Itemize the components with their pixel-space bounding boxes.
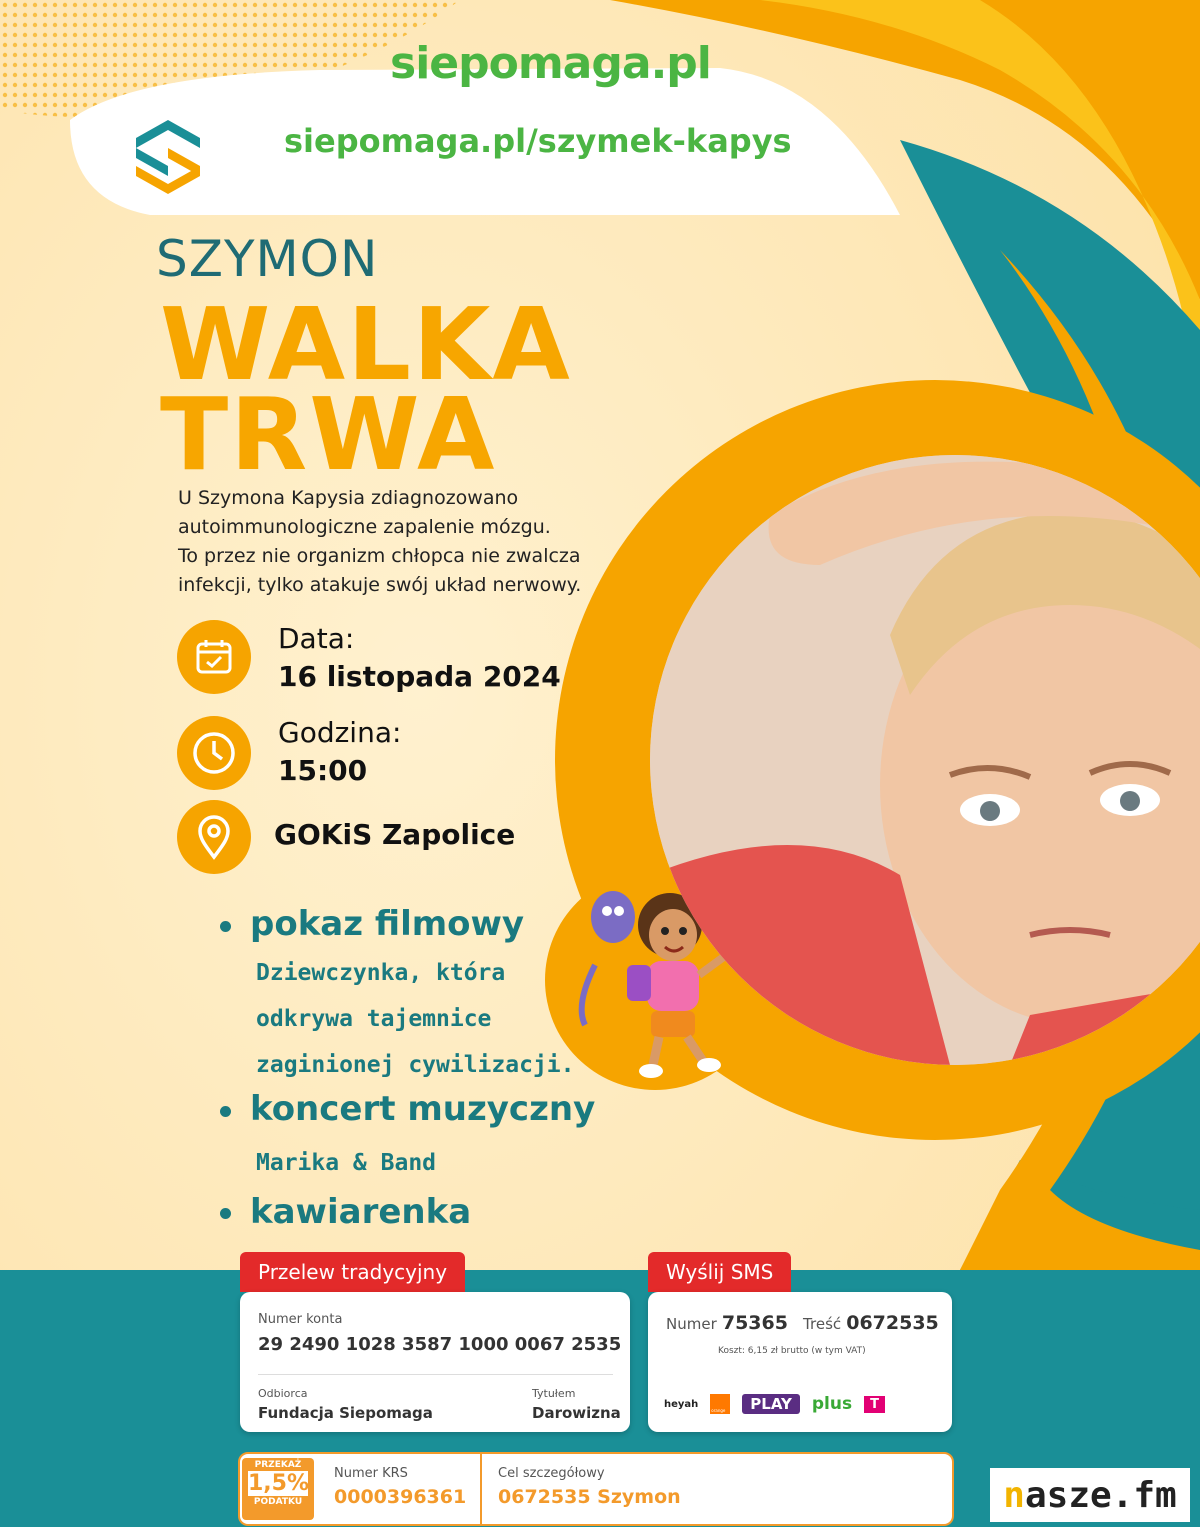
campaign-url-text: siepomaga.pl/szymek-kapys (284, 122, 792, 160)
tax-badge-top: PRZEKAŻ (254, 1460, 302, 1470)
title-label: Tytułem (532, 1387, 576, 1400)
bullet-dot (220, 921, 231, 932)
heyah-logo: heyah (664, 1398, 699, 1410)
description-line: autoimmunologiczne zapalenie mózgu. (178, 516, 551, 538)
campaign-url[interactable] (284, 122, 792, 160)
film-description (256, 950, 575, 1088)
tax-divider (480, 1454, 482, 1524)
child-name: SZYMON (156, 230, 379, 288)
program-item-concert: koncert muzyczny (250, 1089, 596, 1129)
goal-value[interactable]: 0672535 Szymon (498, 1486, 681, 1508)
concert-performer: Marika & Band (256, 1150, 437, 1176)
date-label: Data: (278, 622, 355, 655)
tax-card (238, 1452, 954, 1526)
description-line: infekcji, tylko atakuje swój układ nerwowy. (178, 574, 582, 596)
play-logo: PLAY (742, 1394, 800, 1414)
account-label: Numer konta (258, 1312, 343, 1327)
film-description-line: zaginionej cywilizacji. (256, 1052, 575, 1078)
transfer-tag: Przelew tradycyjny (240, 1252, 465, 1292)
siepomaga-logo[interactable] (390, 38, 711, 98)
plus-logo: plus (811, 1394, 853, 1414)
headline-walka: WALKA (160, 286, 572, 403)
place-value: GOKiS Zapolice (274, 818, 516, 851)
recipient-label: Odbiorca (258, 1387, 308, 1400)
film-description-line: odkrywa tajemnice (256, 1006, 492, 1032)
program-item-film: pokaz filmowy (250, 904, 525, 944)
sms-tag: Wyślij SMS (648, 1252, 791, 1292)
sms-number-row (666, 1312, 939, 1334)
transfer-card (240, 1292, 630, 1432)
calendar-icon (177, 620, 251, 694)
description-line: U Szymona Kapysia zdiagnozowano (178, 487, 519, 509)
sms-card (648, 1292, 952, 1432)
tax-badge-mid: 1,5% (248, 1471, 310, 1496)
krs-label: Numer KRS (334, 1466, 408, 1481)
title-value: Darowizna (532, 1404, 621, 1422)
sms-number-value[interactable]: 75365 (721, 1312, 788, 1334)
recipient-value: Fundacja Siepomaga (258, 1404, 433, 1422)
description (178, 484, 581, 600)
child-photo (650, 455, 1200, 1065)
description-line: To przez nie organizm chłopca nie zwalcza (178, 545, 581, 567)
sms-number-label: Numer (666, 1315, 717, 1333)
account-number[interactable]: 29 2490 1028 3587 1000 0067 2535 (258, 1334, 622, 1355)
clock-icon (177, 716, 251, 790)
location-pin-icon (177, 800, 251, 874)
headline-trwa: TRWA (160, 376, 497, 493)
orange-logo-text: orange (711, 1408, 726, 1413)
transfer-divider (258, 1374, 613, 1375)
nasze-fm-logo (990, 1468, 1190, 1522)
operator-logos (664, 1390, 944, 1418)
krs-value[interactable]: 0000396361 (334, 1486, 467, 1508)
time-label: Godzina: (278, 716, 402, 749)
film-description-line: Dziewczynka, która (256, 960, 506, 986)
tax-badge (242, 1458, 314, 1520)
orange-logo (710, 1394, 730, 1414)
nasze-fm-rest: asze.fm (1024, 1474, 1177, 1516)
time-value: 15:00 (278, 754, 368, 787)
nasze-fm-first-letter: n (1003, 1474, 1025, 1516)
sms-content-label: Treść (803, 1315, 842, 1333)
tax-badge-bottom: PODATKU (253, 1497, 303, 1507)
bullet-dot (220, 1106, 231, 1117)
date-value: 16 listopada 2024 (278, 660, 561, 693)
siepomaga-logo-text: siepomaga.pl (390, 38, 711, 89)
bullet-dot (220, 1208, 231, 1219)
program-item-cafe: kawiarenka (250, 1192, 472, 1232)
t-mobile-logo: T (864, 1396, 885, 1413)
sms-content-value[interactable]: 0672535 (846, 1312, 939, 1334)
foundation-logo-icon (132, 118, 204, 194)
sms-cost: Koszt: 6,15 zł brutto (w tym VAT) (718, 1346, 866, 1356)
goal-label: Cel szczegółowy (498, 1466, 605, 1481)
